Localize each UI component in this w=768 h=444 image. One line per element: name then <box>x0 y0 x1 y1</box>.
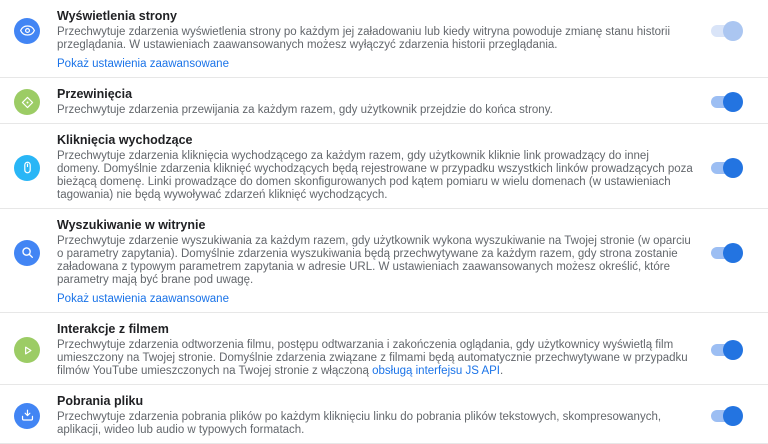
toggle-scrolls[interactable] <box>711 96 741 108</box>
toggle-site-search[interactable] <box>711 247 741 259</box>
play-icon <box>14 337 57 363</box>
search-icon <box>14 240 57 266</box>
setting-row-file-downloads <box>0 385 768 444</box>
setting-title: Wyszukiwanie w witrynie <box>57 218 206 232</box>
setting-description <box>57 339 695 378</box>
toggle-knob <box>723 243 743 263</box>
setting-title: Kliknięcia wychodzące <box>57 133 193 147</box>
setting-description-suffix: . <box>500 365 504 377</box>
setting-title: Wyświetlenia strony <box>57 9 177 23</box>
setting-description: Przechwytuje zdarzenia pobrania plików po każdym kliknięciu linku do pobrania plików tekstowych, skompresowanych, aplikacji, wideo lub audio w typowych formatach. <box>57 411 662 436</box>
toggle-outbound-clicks[interactable] <box>711 162 741 174</box>
eye-icon <box>14 18 57 44</box>
setting-description: Przechwytuje zdarzenie wyszukiwania za każdym razem, gdy użytkownik wykona wyszukiwanie na Twojej stronie (w oparciu o parametry zapytania). Domyślnie zdarzenia wyszukiwania będą przechwytywane za każdym razem, gdy strona zostanie załadowana z typowym parametrem zapytania w adresie URL. W ustawieniach zaawansowanych możesz określić, które parametry mają być brane pod uwagę. <box>57 235 691 286</box>
toggle-knob <box>723 92 743 112</box>
setting-description: Przechwytuje zdarzenia kliknięcia wychodzącego za każdym razem, gdy użytkownik kliknie link prowadzący do innej domeny. Domyślnie zdarzenia kliknięć wychodzących będą rejestrowane w przypadku wszystkich linków prowadzących poza bieżącą domenę. Linki prowadzące do domen skonfigurowanych pod kątem pomiaru w wielu domenach (w ustawieniach tagowania) nie będą wywoływać zdarzeń kliknięć wychodzących. <box>57 150 693 201</box>
scroll-icon <box>14 89 57 115</box>
setting-description-text: Przechwytuje zdarzenia odtworzenia filmu, postępu odtwarzania i zakończenia oglądania, gdy użytkownicy wyświetlą film umieszczony na Twojej stronie. Domyślnie zdarzenia związane z filmami będą automatycznie przechwytywane w przypadku filmów YouTube umieszczonych na Twojej stronie z włączoną <box>57 339 688 377</box>
show-advanced-settings-link[interactable]: Pokaż ustawienia zaawansowane <box>57 293 229 305</box>
setting-row-page-views <box>0 0 768 78</box>
setting-title: Przewinięcia <box>57 87 133 101</box>
mouse-icon <box>14 155 57 181</box>
show-advanced-settings-link[interactable]: Pokaż ustawienia zaawansowane <box>57 58 229 70</box>
toggle-knob <box>723 340 743 360</box>
setting-title: Pobrania pliku <box>57 394 144 408</box>
toggle-page-views <box>711 25 741 37</box>
setting-row-site-search <box>0 209 768 313</box>
setting-row-scrolls <box>0 78 768 124</box>
toggle-knob <box>723 406 743 426</box>
setting-description: Przechwytuje zdarzenia wyświetlenia strony po każdym jej załadowaniu lub kiedy witryna powoduje zmianę stanu historii przeglądania. W ustawieniach zaawansowanych możesz wyłączyć zdarzenia historii przeglądania. <box>57 26 670 51</box>
setting-description: Przechwytuje zdarzenia przewijania za każdym razem, gdy użytkownik przejdzie do końca strony. <box>57 104 553 116</box>
js-api-link[interactable]: obsługą interfejsu JS API <box>372 365 500 377</box>
toggle-knob <box>723 21 743 41</box>
setting-row-video-engagement <box>0 313 768 385</box>
setting-title: Interakcje z filmem <box>57 322 169 336</box>
setting-row-outbound-clicks <box>0 124 768 209</box>
toggle-file-downloads[interactable] <box>711 410 741 422</box>
download-icon <box>14 403 57 429</box>
toggle-video-engagement[interactable] <box>711 344 741 356</box>
toggle-knob <box>723 158 743 178</box>
